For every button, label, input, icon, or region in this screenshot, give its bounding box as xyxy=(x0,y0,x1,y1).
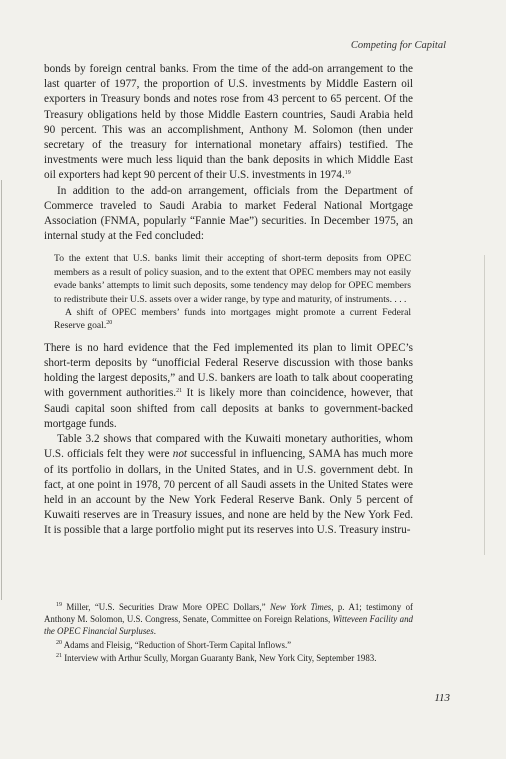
paragraph-4 xyxy=(44,432,413,538)
block-quote xyxy=(54,252,411,332)
note-ref-19: 19 xyxy=(344,170,351,177)
footnote-19-text-b: , p. A1; testimony of Anthony M. Solomon, U.S. Congress, Senate, Committee on Foreign Relations, xyxy=(44,602,413,625)
quote-paragraph-2-text: A shift of OPEC members’ funds into mortgages might promote a current Federal Reserve goal. xyxy=(54,307,411,332)
paragraph-2-text: In addition to the add-on arrangement, officials from the Department of Commerce traveled to Saudi Arabia to market Federal National Mortgage Association (FNMA, popularly “Fannie Mae”) securities. In December 1975, an internal study at the Fed concluded: xyxy=(44,184,413,243)
paragraph-3 xyxy=(44,341,413,432)
paragraph-1 xyxy=(44,62,413,184)
footnote-21 xyxy=(44,652,413,664)
paragraph-2 xyxy=(44,184,413,245)
quote-paragraph-2 xyxy=(54,306,411,333)
footnote-19-number: 19 xyxy=(56,602,62,608)
footnote-21-text: Interview with Arthur Scully, Morgan Guaranty Bank, New York City, September 1983. xyxy=(62,652,377,663)
footnote-19-italic-b: Witteveen Facility and the OPEC Financial Surpluses xyxy=(44,614,413,637)
footnote-20 xyxy=(44,639,413,651)
quote-paragraph-1: To the extent that U.S. banks limit their accepting of short-term deposits from OPEC members as a result of policy suasion, and to the extent that OPEC members may not easily evade banks’ attempts to limit such deposits, some tendency may delop for OPEC members to redistribute their U.S. assets over a wider range, by type and maturity, of instruments. . . . xyxy=(54,253,411,305)
right-edge-shadow xyxy=(484,255,485,555)
paragraph-4-text-before: Table 3.2 shows that compared with the Kuwaiti monetary authorities, whom U.S. officials felt they were xyxy=(44,433,413,461)
binding-edge-shadow xyxy=(1,180,2,600)
footnote-20-text: Adams and Fleisig, “Reduction of Short-Term Capital Inflows.” xyxy=(62,639,292,650)
paragraph-1-text: bonds by foreign central banks. From the time of the add-on arrangement to the last quarter of 1977, the proportion of U.S. investments by Middle Eastern oil exporters in Treasury bonds and notes rose from 43 percent to 65 percent. Of the Treasury obligations held by those Middle Eastern countries, Saudi Arabia held 90 percent. This was an accomplishment, Anthony M. Solomon (then under secretary of the treasury for international monetary affairs) testified. The investments were much less liquid than the bank deposits in which Middle East oil exporters had kept 90 percent of their U.S. investments in 1974. xyxy=(44,63,413,182)
running-head: Competing for Capital xyxy=(350,40,446,51)
body-text xyxy=(44,62,413,539)
footnote-21-number: 21 xyxy=(56,652,62,659)
paragraph-4-emphasis: not xyxy=(172,448,188,461)
page-number: 113 xyxy=(434,692,450,704)
paragraph-4-text-after: successful in influencing, SAMA has much more of its portfolio in dollars, in the United States, and in U.S. government debt. In fact, at one point in 1978, 70 percent of all Saudi assets in the United States were held in an account by the New York Federal Reserve Bank. Only 5 percent of Kuwaiti reserves are in Treasury issues, and none are held by the New York Fed. It is possible that a large portfolio might put its reserves into U.S. Treasury instru- xyxy=(44,448,413,537)
paragraph-3-text-after: It is likely more than coincidence, however, that Saudi capital soon shifted from call deposits at banks to government-backed mortgage funds. xyxy=(44,387,413,430)
note-ref-21: 21 xyxy=(176,388,183,395)
footnote-19-text-a: Miller, “U.S. Securities Draw More OPEC Dollars,” xyxy=(62,602,270,612)
footnote-20-number: 20 xyxy=(56,639,62,646)
paragraph-3-text: There is no hard evidence that the Fed implemented its plan to limit OPEC’s short-term deposits by “unofficial Federal Reserve discussion with those banks holding the largest deposits,” and U.S. bankers are loath to talk about cooperating with government authorities. xyxy=(44,341,413,400)
footnote-19-italic-a: New York Times xyxy=(269,602,332,612)
footnotes xyxy=(44,601,413,665)
footnote-19-text-c: . xyxy=(153,626,156,637)
footnote-19 xyxy=(44,601,413,638)
note-ref-20: 20 xyxy=(106,320,113,327)
